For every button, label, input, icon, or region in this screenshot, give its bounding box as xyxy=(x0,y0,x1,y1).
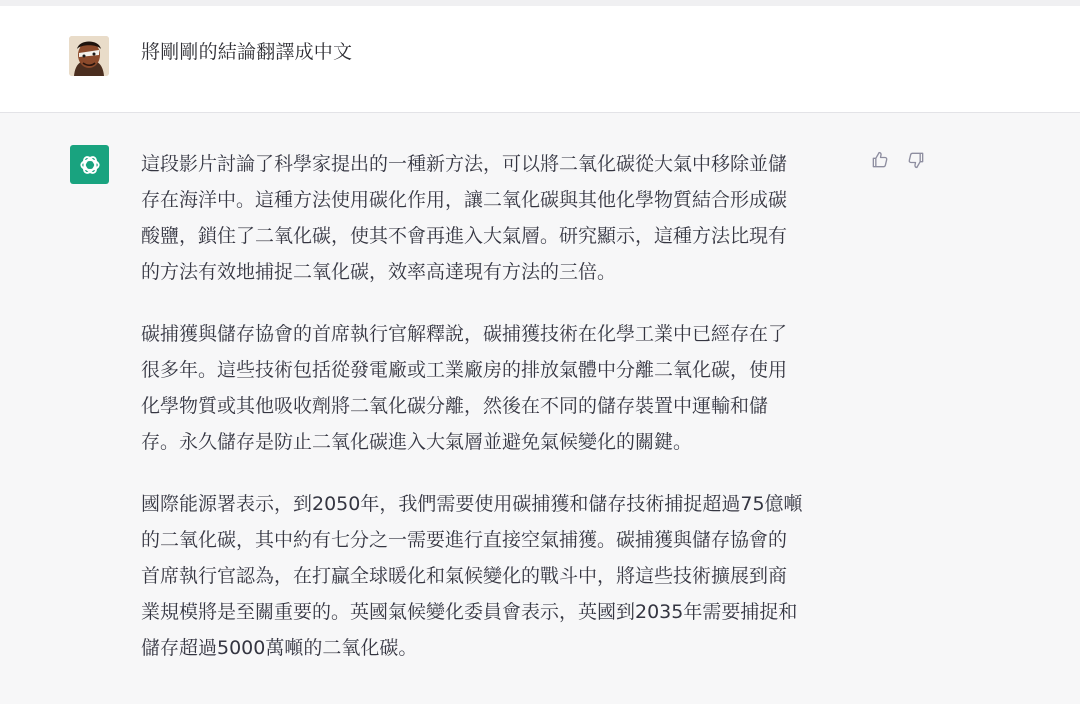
thumbs-up-button[interactable] xyxy=(869,149,891,171)
assistant-avatar xyxy=(70,145,109,184)
feedback-actions xyxy=(869,149,927,171)
user-avatar-portrait xyxy=(69,36,109,76)
paragraph-line: 的方法有效地捕捉二氧化碳，效率高達現有方法的三倍。 xyxy=(141,261,617,283)
paragraph-line: 儲存超過5000萬噸的二氧化碳。 xyxy=(141,637,418,659)
user-avatar xyxy=(69,36,109,76)
openai-logo-icon xyxy=(77,152,103,178)
paragraph-line: 存。永久儲存是防止二氧化碳進入大氣層並避免氣候變化的關鍵。 xyxy=(141,431,693,453)
assistant-paragraph-1 xyxy=(141,146,856,290)
user-message-text: 將剛剛的結論翻譯成中文 xyxy=(141,41,353,63)
assistant-message-row xyxy=(0,113,1080,704)
paragraph-line: 業規模將是至關重要的。英國氣候變化委員會表示，英國到2035年需要捕捉和 xyxy=(141,601,798,623)
thumbs-up-icon xyxy=(870,150,890,170)
paragraph-line: 這段影片討論了科學家提出的一種新方法，可以將二氧化碳從大氣中移除並儲 xyxy=(141,153,788,175)
paragraph-line: 國際能源署表示，到2050年，我們需要使用碳捕獲和儲存技術捕捉超過75億噸 xyxy=(141,493,803,515)
paragraph-line: 存在海洋中。這種方法使用碳化作用，讓二氧化碳與其他化學物質結合形成碳 xyxy=(141,189,788,211)
paragraph-line: 很多年。這些技術包括從發電廠或工業廠房的排放氣體中分離二氧化碳，使用 xyxy=(141,359,788,381)
assistant-paragraph-2 xyxy=(141,316,856,460)
paragraph-line: 的二氧化碳，其中約有七分之一需要進行直接空氣捕獲。碳捕獲與儲存協會的 xyxy=(141,529,788,551)
thumbs-down-icon xyxy=(906,150,926,170)
paragraph-line: 化學物質或其他吸收劑將二氧化碳分離，然後在不同的儲存裝置中運輸和儲 xyxy=(141,395,769,417)
thumbs-down-button[interactable] xyxy=(905,149,927,171)
assistant-message-content xyxy=(141,146,856,692)
paragraph-line: 首席執行官認為，在打贏全球暖化和氣候變化的戰斗中，將這些技術擴展到商 xyxy=(141,565,788,587)
paragraph-line: 酸鹽，鎖住了二氧化碳，使其不會再進入大氣層。研究顯示，這種方法比現有 xyxy=(141,225,788,247)
paragraph-line: 碳捕獲與儲存協會的首席執行官解釋說，碳捕獲技術在化學工業中已經存在了 xyxy=(141,323,788,345)
assistant-paragraph-3 xyxy=(141,486,856,666)
user-message-row xyxy=(0,6,1080,113)
